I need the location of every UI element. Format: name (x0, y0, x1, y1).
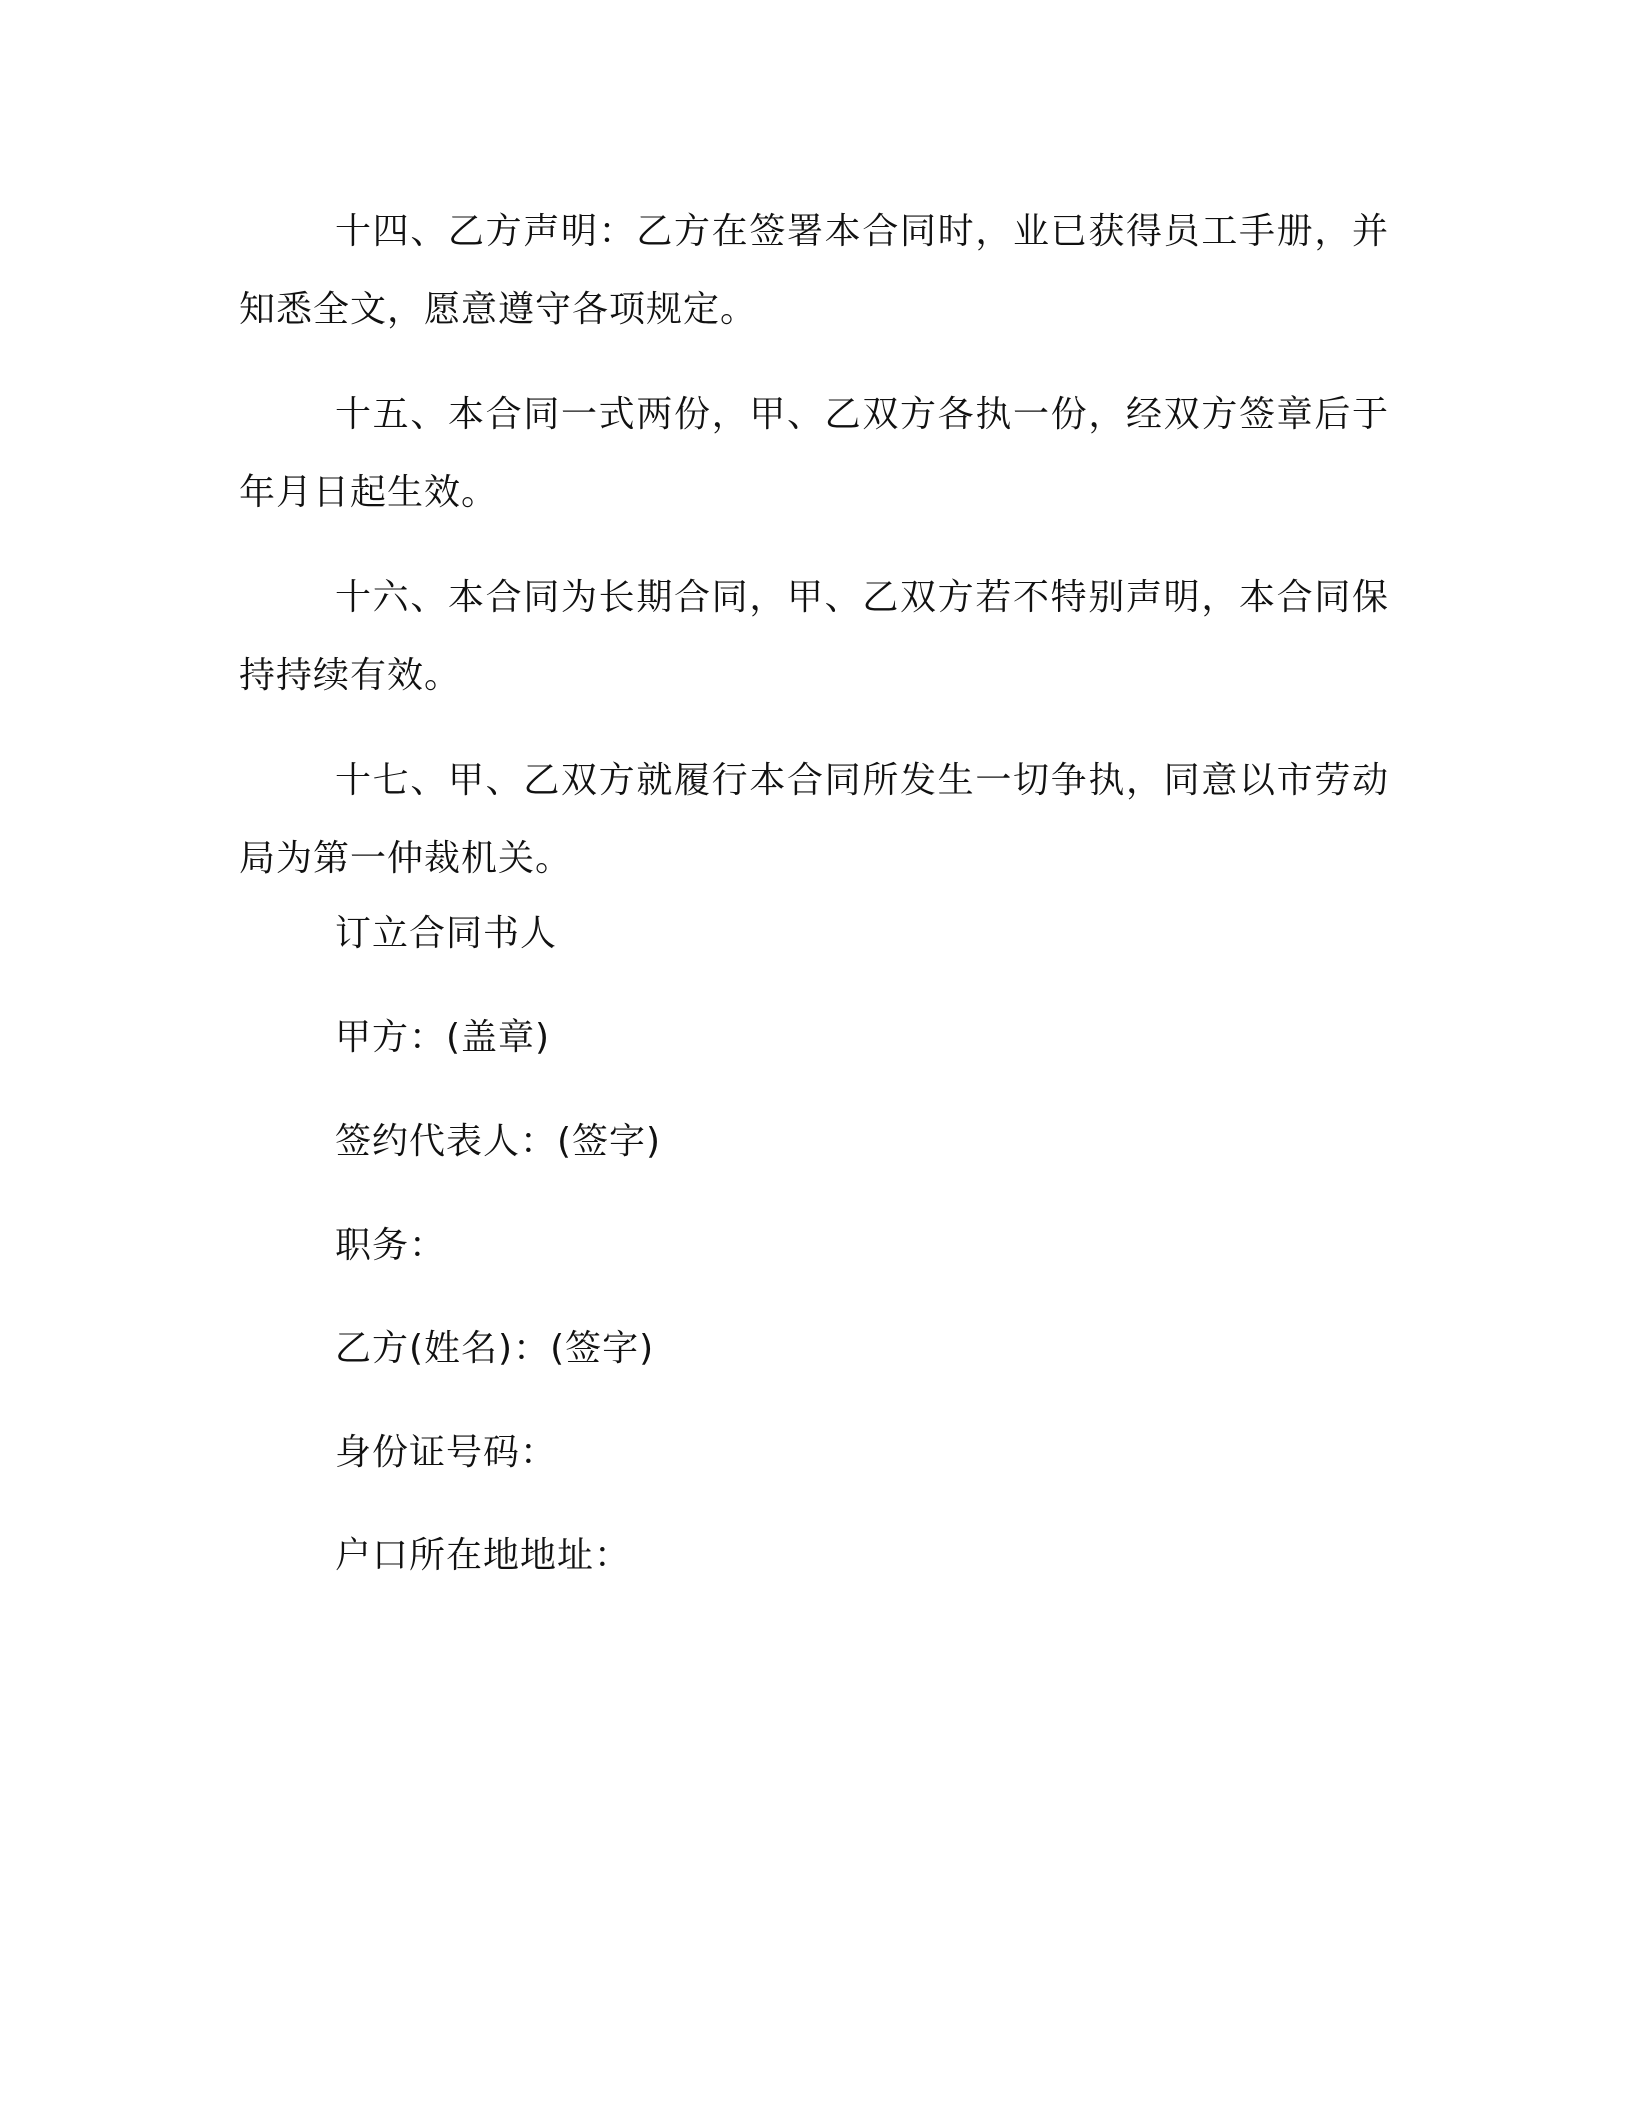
clause-17: 十七、甲、乙双方就履行本合同所发生一切争执，同意以市劳动局为第一仲裁机关。 (239, 760, 1389, 879)
party-b-line: 乙方(姓名)：(签字) (335, 1328, 655, 1369)
party-a-line: 甲方：(盖章) (335, 1017, 551, 1058)
id-number-line: 身份证号码： (335, 1432, 558, 1473)
clause-14: 十四、乙方声明：乙方在签署本合同时，业已获得员工手册，并知悉全文，愿意遵守各项规定。 (239, 211, 1389, 330)
clause-15: 十五、本合同一式两份，甲、乙双方各执一份，经双方签章后于年月日起生效。 (239, 394, 1389, 513)
signature-heading: 订立合同书人 (335, 913, 558, 954)
clause-16: 十六、本合同为长期合同，甲、乙双方若不特别声明，本合同保持持续有效。 (239, 577, 1389, 696)
representative-line: 签约代表人：(签字) (335, 1121, 662, 1162)
household-address-line: 户口所在地地址： (335, 1535, 632, 1576)
position-line: 职务： (335, 1225, 447, 1266)
signature-block (239, 0, 1389, 2112)
